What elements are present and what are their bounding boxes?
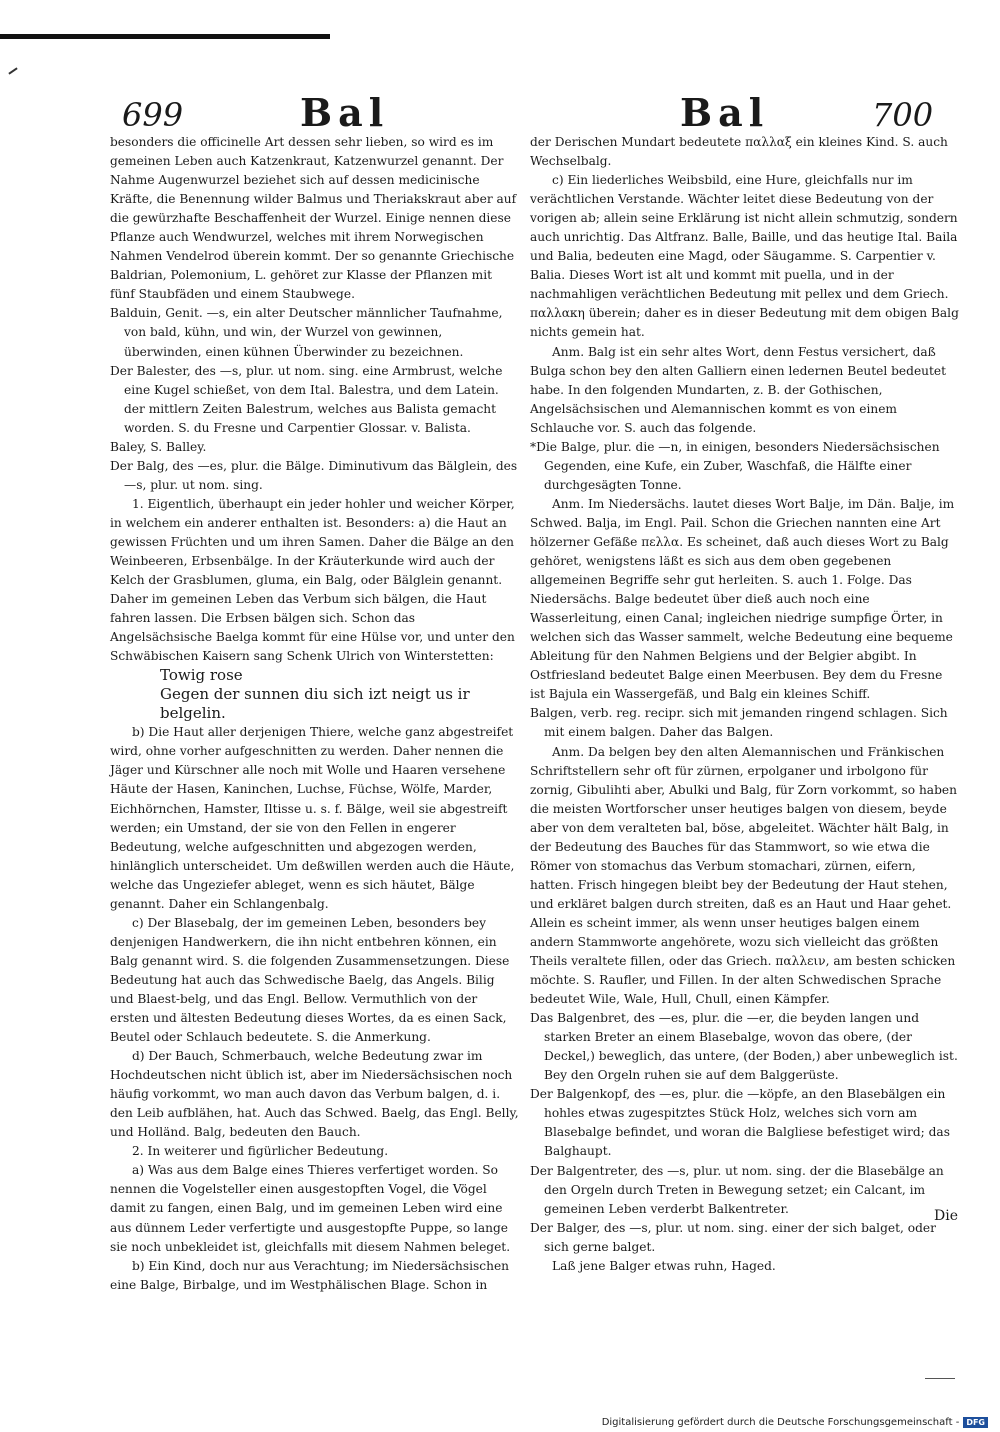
left-column-paragraph: Der Balg, des —es, plur. die Bälge. Diminutivum das Bälglein, des —s, plur. ut nom. sing. <box>110 458 518 492</box>
footer <box>602 1417 988 1428</box>
right-column-paragraph: Anm. Da belgen bey den alten Alemannischen und Fränkischen Schriftstellern sehr oft für zürnen, erpolganer und irbolgono für zornig, Gibulihti aber, Abulki und Balg, für Zorn vorkommt, so haben die meisten Wortforscher unser heutiges balgen von diesem, beyde aber von dem veralteten bal, böse, abgeleitet. Wächter hält Balg, in der Bedeutung des Bauches für das Stammwort, so wie etwa die Römer von stomachus das Verbum stomachari, zürnen, eifern, hatten. Frisch hingegen bleibt bey der Bedeutung der Haut stehen, und erkläret balgen durch streiten, daß es an Haut und Haar gehet. Allein es scheint immer, als wenn unser heutiges balgen einem andern Stammworte angehörete, wozu sich vielleicht das größten Theils veraltete fillen, oder das Griech. παλλειν, am besten schicken möchte. S. Raufler, und Fillen. In der alten Schwedischen Sprache bedeutet Wile, Wale, Hull, Chull, einen Kämpfer. <box>530 744 957 1007</box>
left-column-paragraph: Towig rose <box>160 666 243 685</box>
footer-text: Digitalisierung gefördert durch die Deutsche Forschungsgemeinschaft - <box>601 1417 960 1428</box>
left-text-column <box>110 133 520 1295</box>
right-column-paragraph: Laß jene Balger etwas ruhn, Haged. <box>552 1258 776 1273</box>
rule-mark <box>925 1378 955 1379</box>
left-page-number: 699 <box>122 96 184 134</box>
left-column-paragraph: b) Ein Kind, doch nur aus Verachtung; im Niedersächsischen eine Balge, Birbalge, und im Westphälischen Blage. Schon in <box>110 1258 510 1292</box>
right-column-paragraph: Der Balgentreter, des —s, plur. ut nom. sing. der die Blasebälge an den Orgeln durch Treten in Bewegung setzet; ein Calcant, im gemeinen Leben verderbt Balkentreter. <box>530 1163 944 1216</box>
right-column-paragraph: Der Balger, des —s, plur. ut nom. sing. einer der sich balget, oder sich gerne balget. <box>530 1220 936 1254</box>
left-column-paragraph: Baley, S. Balley. <box>110 439 207 454</box>
left-column-paragraph: 1. Eigentlich, überhaupt ein jeder hohler und weicher Körper, in welchem ein anderer enthalten ist. Besonders: a) die Haut an gewissen Früchten und um ihren Samen. Daher die Bälge an den Weinbeeren, Erbsenbälge. In der Kräuterkunde wird auch der Kelch der Grasblumen, gluma, ein Balg, oder Bälglein genannt. Daher im gemeinen Leben das Verbum sich bälgen, die Haut fahren lassen. Die Erbsen bälgen sich. Schon das Angelsächsische Baelga kommt für eine Hülse vor, und unter den Schwäbischen Kaisern sang Schenk Ulrich von Winterstetten: <box>110 496 515 664</box>
right-column-paragraph: Das Balgenbret, des —es, plur. die —er, die beyden langen und starken Breter an einem Blasebalge, wovon das obere, (der Deckel,) beweglich, das untere, (der Boden,) aber unbeweglich ist. Bey den Orgeln ruhen sie auf dem Balggerüste. <box>530 1011 958 1083</box>
left-column-paragraph: 2. In weiterer und figürlicher Bedeutung. <box>132 1144 389 1159</box>
right-page-number: 700 <box>872 96 934 134</box>
left-column-paragraph: a) Was aus dem Balge eines Thieres verfertiget worden. So nennen die Vogelsteller einen ausgestopften Vogel, die Vögel damit zu fangen, einen Balg, und im gemeinen Leben wird eine aus dünnem Leder verfertigte und ausgestopfte Puppe, so lange sie noch unbekleidet ist, gleichfalls mit diesem Nahmen beleget. <box>110 1163 511 1254</box>
left-column-paragraph: b) Die Haut aller derjenigen Thiere, welche ganz abgestreifet wird, ohne vorher aufgeschnitten zu werden. Daher nennen die Jäger und Kürschner alle noch mit Wolle und Haaren versehene Häute der Hasen, Kaninchen, Luchse, Füchse, Wölfe, Marder, Eichhörnchen, Hamster, Iltisse u. s. f. Bälge, weil sie abgestreift werden; ein Umstand, der sie von den Fellen in engerer Bedeutung, welche aufgeschnitten und abgezogen werden, hinlänglich unterscheidet. Um deßwillen werden auch die Häute, welche das Ungeziefer ableget, wenn es sich häutet, Bälge genannt. Daher ein Schlangenbalg. <box>110 725 515 911</box>
left-column-paragraph: d) Der Bauch, Schmerbauch, welche Bedeutung zwar im Hochdeutschen nicht üblich ist, aber im Niedersächsischen noch häufig vorkommt, wo man auch davon das Verbum balgen, d. i. den Leib aufblähen, hat. Auch das Schwed. Baelg, das Engl. Belly, und Holländ. Balg, bedeuten den Bauch. <box>110 1049 519 1140</box>
left-running-header: Bal <box>300 90 390 135</box>
right-column-paragraph: der Derischen Mundart bedeutete παλλαξ ein kleines Kind. S. auch Wechselbalg. <box>530 135 948 169</box>
right-column-paragraph: Anm. Im Niedersächs. lautet dieses Wort Balje, im Dän. Balje, im Schwed. Balja, im Engl. Pail. Schon die Griechen nannten eine Art hölzerner Gefäße πελλα. Es scheinet, daß auch dieses Wort zu Balg gehöret, wenigstens läßt es sich aus dem oben gegebenen allgemeinen Begriffe sehr gut herleiten. S. auch 1. Folge. Das Niedersächs. Balge bedeutet über dieß auch noch eine Wasserleitung, einen Canal; ingleichen niedrige sumpfige Örter, in welchen sich das Wasser sammelt, welche Bedeutung eine bequeme Ableitung für den Nahmen Belgiens und der Belgier abgibt. In Ostfriesland bedeutet Balge einen Meerbusen. Bey dem du Fresne ist Bajula ein Wassergefäß, und Balg ein kleines Schiff. <box>530 496 955 702</box>
right-running-header: Bal <box>680 90 770 135</box>
catchword: Die <box>934 1208 958 1224</box>
right-column-paragraph: *Die Balge, plur. die —n, in einigen, besonders Niedersächsischen Gegenden, eine Kufe, ein Zuber, Waschfaß, die Hälfte einer durchgesägten Tonne. <box>530 439 940 492</box>
right-column-paragraph: Balgen, verb. reg. recipr. sich mit jemanden ringend schlagen. Sich mit einem balgen. Daher das Balgen. <box>530 706 948 740</box>
left-column-paragraph: c) Der Blasebalg, der im gemeinen Leben, besonders bey denjenigen Handwerkern, die ihn nicht entbehren können, ein Balg genannt wird. S. die folgenden Zusammensetzungen. Diese Bedeutung hat auch das Schwedische Baelg, das Angels. Bilig und Blaest-belg, und das Engl. Bellow. Vermuthlich von der ersten und ältesten Bedeutung dieses Wortes, da es einen Sack, Beutel oder Schlauch bedeutete. S. die Anmerkung. <box>110 915 510 1045</box>
left-column-paragraph: Balduin, Genit. —s, ein alter Deutscher männlicher Taufnahme, von bald, kühn, und win, der Wurzel von gewinnen, überwinden, einen kühnen Überwinder zu bezeichnen. <box>110 306 503 359</box>
right-column-paragraph: Der Balgenkopf, des —es, plur. die —köpfe, an den Blasebälgen ein hohles etwas zugespitztes Stück Holz, welches sich vorn am Blasebalge befindet, und woran die Balgliese befestiget wird; das Balghaupt. <box>530 1087 950 1159</box>
right-column-paragraph: Anm. Balg ist ein sehr altes Wort, denn Festus versichert, daß Bulga schon bey den alten Galliern einen ledernen Beutel bedeutet habe. In den folgenden Mundarten, z. B. der Gothischen, Angelsächsischen und Alemannischen kommt es von einem Schlauche vor. S. auch das folgende. <box>530 344 947 435</box>
right-column-paragraph: c) Ein liederliches Weibsbild, eine Hure, gleichfalls nur im verächtlichen Verstande. Wächter leitet diese Bedeutung von der vorigen ab; allein seine Erklärung ist nicht allein schmutzig, sondern auch unrichtig. Das Altfranz. Balle, Baille, und das heutige Ital. Baila und Balia, bedeuten eine Magd, oder Säugamme. S. Carpentier v. Balia. Dieses Wort ist alt und kommt mit puella, und in der nachmahligen verächtlichen Bedeutung mit pellex und dem Griech. παλλακη überein; daher es in dieser Bedeutung mit dem obigen Balg nichts gemein hat. <box>530 173 959 340</box>
left-column-paragraph: Der Balester, des —s, plur. ut nom. sing. eine Armbrust, welche eine Kugel schießet, von dem Ital. Balestra, und dem Latein. der mittlern Zeiten Balestrum, welches aus Balista gemacht worden. S. du Fresne und Carpentier Glossar. v. Balista. <box>110 363 503 435</box>
left-column-paragraph: besonders die officinelle Art dessen sehr lieben, so wird es im gemeinen Leben auch Katzenkraut, Katzenwurzel genannt. Der Nahme Augenwurzel beziehet sich auf dessen medicinische Kräfte, die Benennung wilder Balmus und Theriakskraut aber auf die gewürzhafte Beschaffenheit der Wurzel. Einige nennen diese Pflanze auch Wendwurzel, welches mit ihrem Norwegischen Nahmen Vendelrod überein kommt. Der so genannte Griechische Baldrian, Polemonium, L. gehöret zur Klasse der Pflanzen mit fünf Staubfäden und einem Staubwege. <box>110 135 517 302</box>
right-text-column <box>530 133 960 1276</box>
scan-mark <box>8 67 17 74</box>
dfg-logo: DFG <box>963 1417 988 1428</box>
left-column-paragraph: Gegen der sunnen diu sich izt neigt us ir belgelin. <box>160 685 470 723</box>
scan-edge-bar <box>0 34 330 39</box>
